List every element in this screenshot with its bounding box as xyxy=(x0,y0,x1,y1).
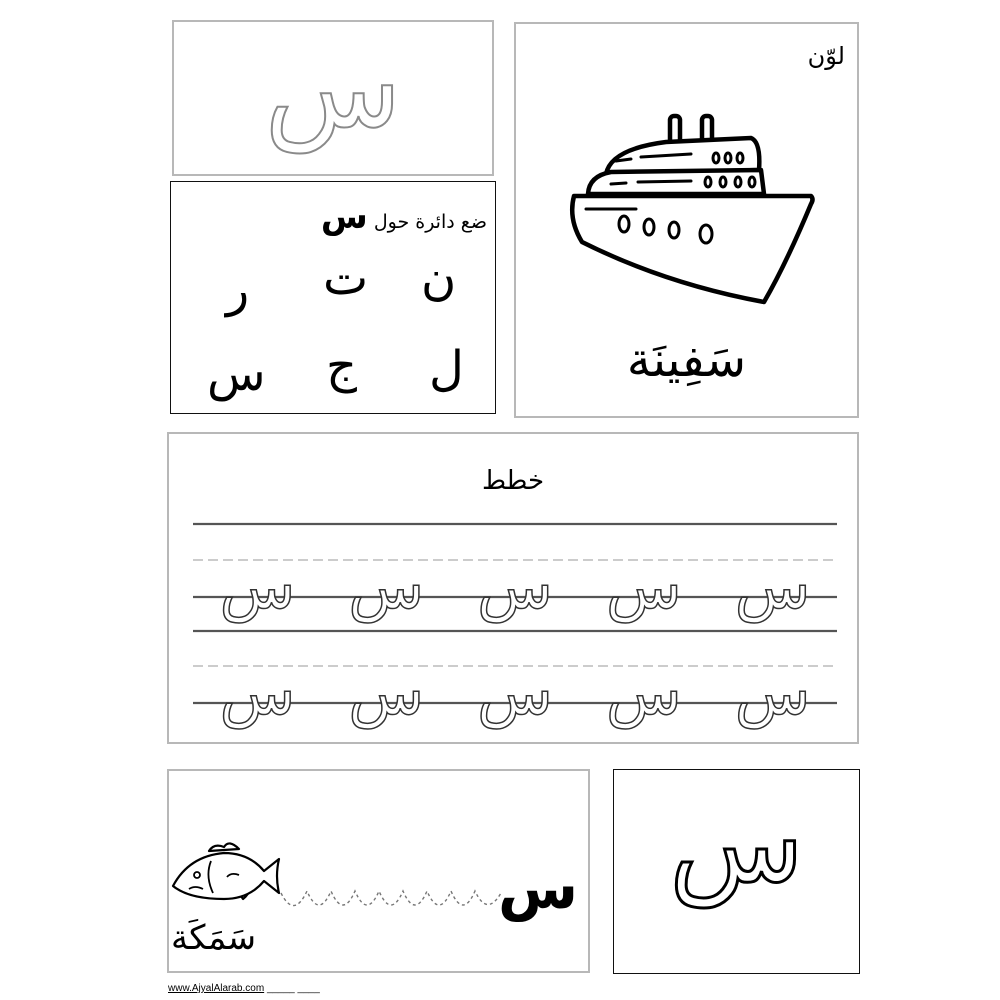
letter-choice[interactable]: ت xyxy=(323,250,369,306)
fish-word: سَمَكَة xyxy=(171,918,257,958)
color-ship-task xyxy=(514,22,859,418)
letter-choice[interactable]: ج xyxy=(326,338,357,394)
footer-blank: _____ ____ xyxy=(266,983,320,994)
trace-instruction: خطط xyxy=(481,466,545,496)
trace-letter[interactable]: س xyxy=(605,550,682,623)
footer xyxy=(168,983,320,994)
circle-target-letter: س xyxy=(320,197,368,237)
letter-card-outline-letter: س xyxy=(264,23,402,153)
fish-card-letter: س xyxy=(497,854,578,922)
outline-letter-card xyxy=(613,769,860,974)
letter-choice[interactable]: ن xyxy=(421,250,457,306)
color-instruction: لوّن xyxy=(807,42,845,70)
trace-letter[interactable]: س xyxy=(477,656,553,729)
circle-instruction xyxy=(320,197,487,237)
trace-letter[interactable]: س xyxy=(734,656,811,729)
outline-letter: س xyxy=(669,779,804,907)
trace-letter[interactable]: س xyxy=(348,656,425,729)
trace-letter[interactable]: س xyxy=(477,550,553,623)
circle-instruction-text: ضع دائرة حول xyxy=(373,211,487,233)
letter-choice[interactable]: س xyxy=(207,346,266,402)
letter-choice[interactable]: ر xyxy=(226,262,250,318)
trace-row xyxy=(193,550,837,623)
trace-letter[interactable]: س xyxy=(734,550,811,623)
trace-letter[interactable]: س xyxy=(219,550,296,623)
trace-letter[interactable]: س xyxy=(605,656,682,729)
letter-choice[interactable]: ل xyxy=(429,341,464,397)
trace-row xyxy=(193,656,837,729)
trace-letter[interactable]: س xyxy=(348,550,425,623)
fish-word-card xyxy=(167,769,590,973)
footer-url[interactable]: www.AjyalAlarab.com xyxy=(168,983,265,994)
trace-task xyxy=(167,432,859,744)
ship-word: سَفِينَة xyxy=(626,332,747,388)
letter-card xyxy=(172,20,494,176)
trace-letter[interactable]: س xyxy=(219,656,296,729)
circle-letter-task xyxy=(170,181,496,414)
